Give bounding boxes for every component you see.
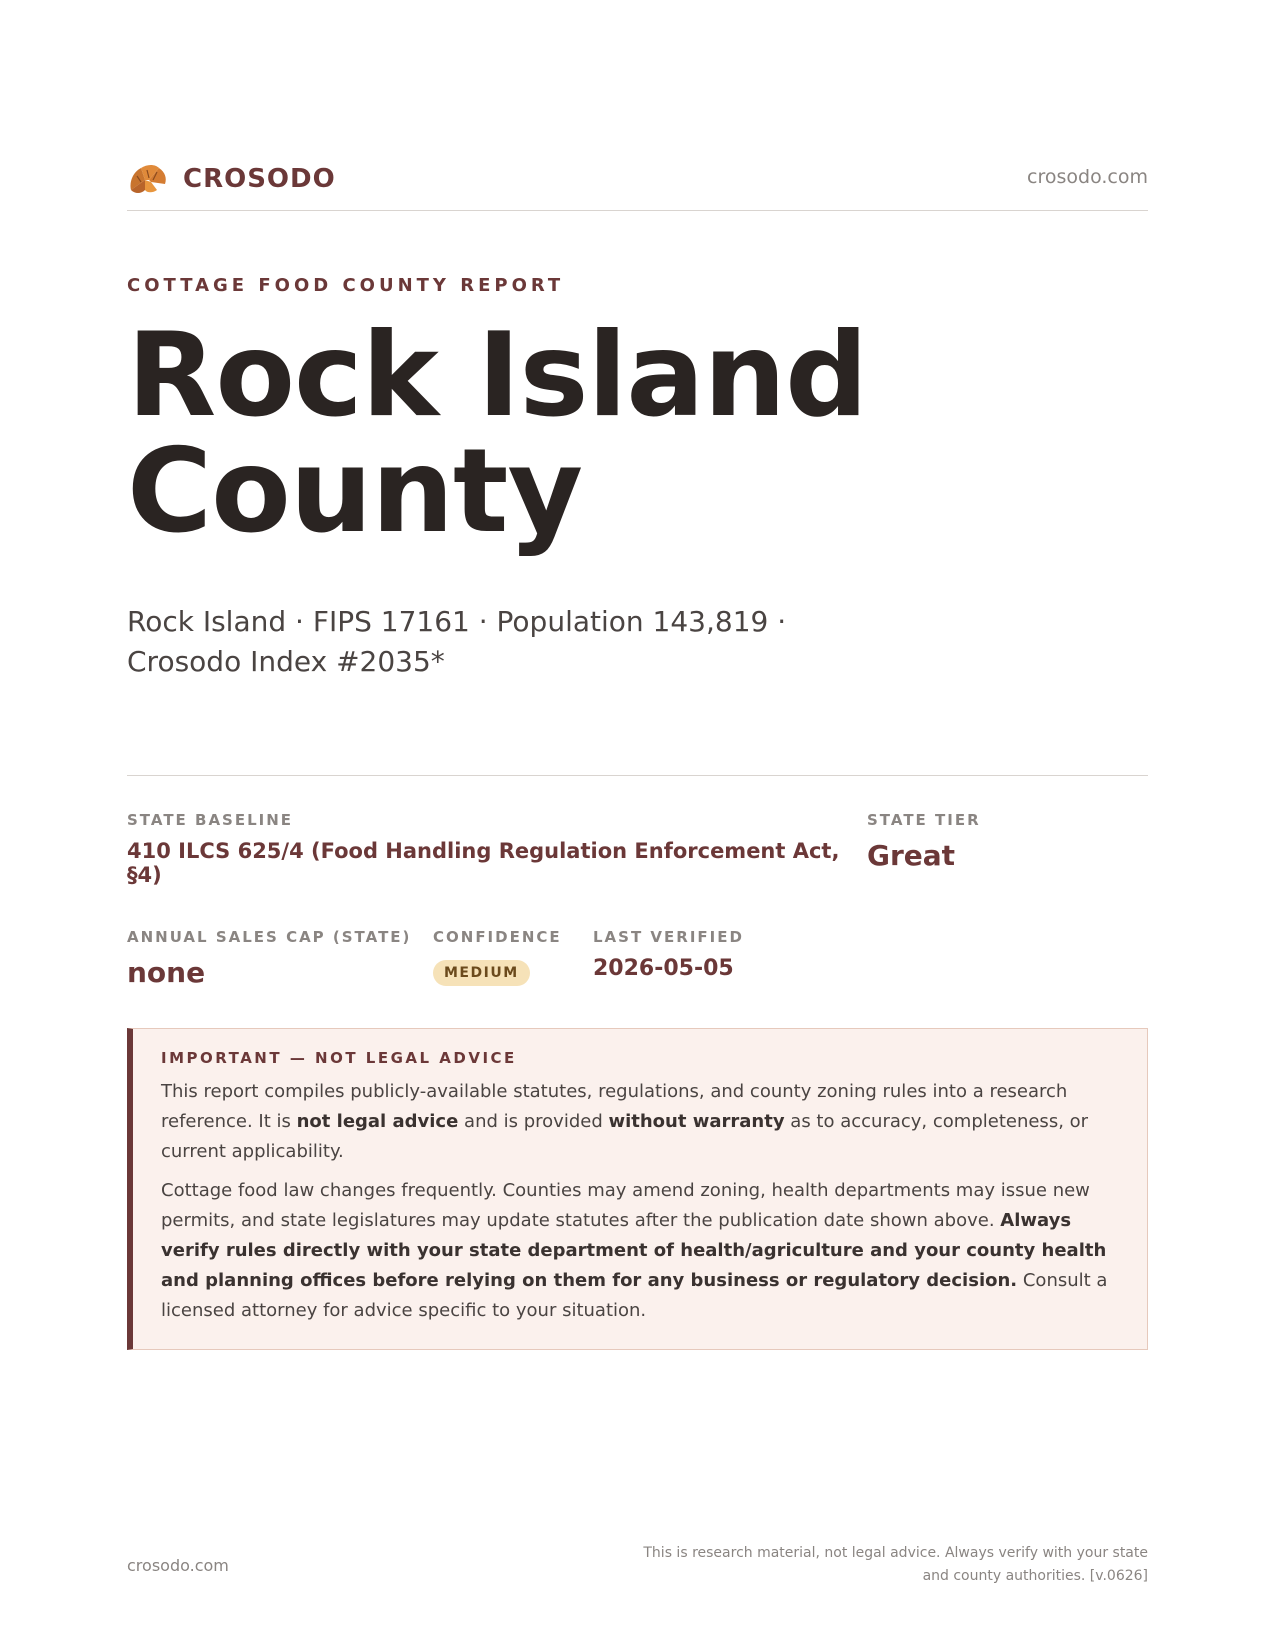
croissant-icon (127, 160, 169, 198)
last-verified-value: 2026-05-05 (593, 956, 734, 981)
page-header (127, 158, 1148, 211)
last-verified-label: LAST VERIFIED (593, 928, 744, 946)
brand[interactable] (127, 160, 336, 198)
state-baseline-value: 410 ILCS 625/4 (Food Handling Regulation Enforcement Act, §4) (127, 839, 840, 887)
notice-text: and is provided (458, 1111, 609, 1132)
sales-cap-value: none (127, 956, 206, 989)
notice-paragraph-1 (161, 1077, 1121, 1167)
report-eyebrow: COTTAGE FOOD COUNTY REPORT (127, 275, 565, 296)
last-verified-field (593, 928, 744, 981)
site-url[interactable]: crosodo.com (1027, 166, 1148, 188)
sales-cap-field (127, 928, 411, 989)
notice-text: Consult a licensed attorney for advice specific to your situation. (161, 1270, 1108, 1321)
page-title: Rock Island County (127, 308, 868, 559)
report-subtitle: Rock Island · FIPS 17161 · Population 143,819 · Crosodo Index #2035* (127, 605, 787, 678)
notice-text: as to accuracy, completeness, or current applicability. (161, 1111, 1089, 1162)
notice-paragraph-2 (161, 1176, 1121, 1326)
footer-site-url[interactable]: crosodo.com (127, 1556, 229, 1575)
confidence-label: CONFIDENCE (433, 928, 562, 946)
notice-title: IMPORTANT — NOT LEGAL ADVICE (161, 1049, 517, 1067)
confidence-badge: MEDIUM (433, 960, 530, 986)
notice-text: This report compiles publicly-available statutes, regulations, and county zoning rules into a research reference. It is (161, 1081, 1068, 1132)
notice-emphasis: not legal advice (296, 1111, 459, 1132)
section-divider (127, 775, 1148, 776)
legal-notice (127, 1028, 1148, 1350)
state-tier-label: STATE TIER (867, 811, 981, 829)
report-page (127, 0, 1148, 1650)
notice-emphasis: Always verify rules directly with your state department of health/agriculture and your county health and planning offices before relying on them for any business or regulatory decision. (161, 1210, 1107, 1291)
footer-disclaimer: This is research material, not legal advice. Always verify with your state and county authorities. [v.0626] (643, 1545, 1148, 1584)
confidence-field (433, 928, 562, 986)
state-tier-field (867, 811, 981, 872)
notice-emphasis: without warranty (608, 1111, 785, 1132)
sales-cap-label: ANNUAL SALES CAP (STATE) (127, 928, 412, 946)
brand-name: CROSODO (183, 164, 336, 194)
state-tier-value: Great (867, 839, 956, 872)
state-baseline-label: STATE BASELINE (127, 811, 294, 829)
notice-text: Cottage food law changes frequently. Counties may amend zoning, health departments may issue new permits, and state legislatures may update statutes after the publication date shown above. (161, 1180, 1090, 1231)
state-baseline-field (127, 811, 847, 887)
